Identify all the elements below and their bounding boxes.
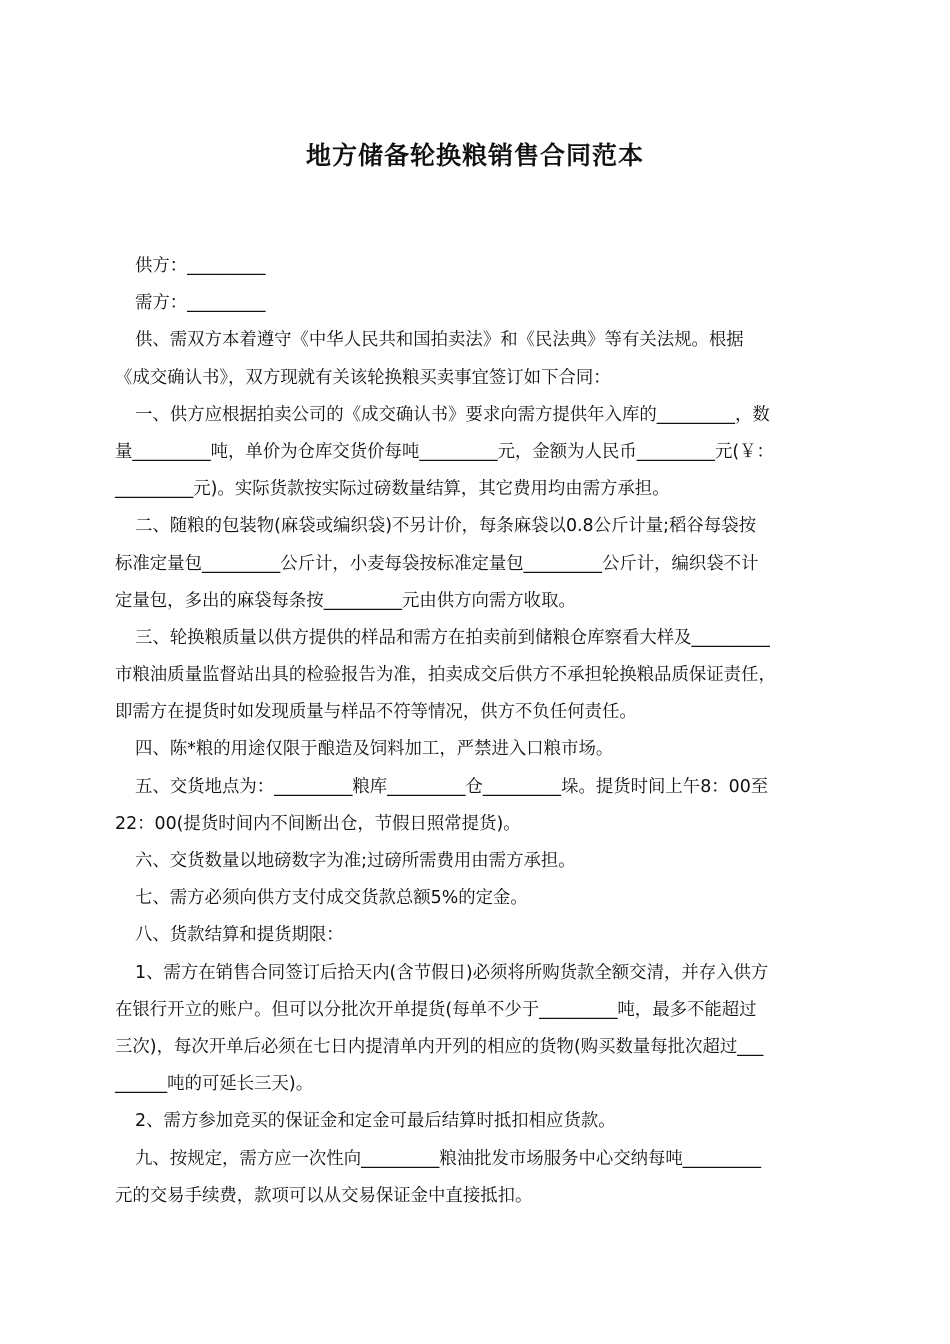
contract-line: 五、交货地点为：_________粮库_________仓_________垛。提货时间上午8：00至: [135, 776, 769, 797]
contract-line: 2、需方参加竞买的保证金和定金可最后结算时抵扣相应货款。: [135, 1111, 616, 1132]
contract-line: 定量包，多出的麻袋每条按_________元由供方向需方收取。: [115, 590, 576, 611]
contract-line: 在银行开立的账户。但可以分批次开单提货(每单不少于_________吨，最多不能超过: [115, 999, 757, 1020]
contract-line: 七、需方必须向供方支付成交货款总额5%的定金。: [135, 888, 528, 909]
contract-line: 即需方在提货时如发现质量与样品不符等情况，供方不负任何责任。: [115, 702, 637, 723]
contract-line: 22：00(提货时间内不间断出仓，节假日照常提货)。: [115, 813, 521, 834]
contract-line: 八、货款结算和提货期限：: [135, 925, 344, 946]
document-title: 地方储备轮换粮销售合同范本: [305, 141, 644, 170]
contract-line: 二、随粮的包装物(麻袋或编织袋)不另计价，每条麻袋以0.8公斤计量;稻谷每袋按: [135, 516, 756, 537]
contract-line: 四、陈*粮的用途仅限于酿造及饲料加工，严禁进入口粮市场。: [135, 739, 614, 760]
contract-line: 元的交易手续费，款项可以从交易保证金中直接抵扣。: [115, 1185, 533, 1206]
contract-line: _________元)。实际货款按实际过磅数量结算，其它费用均由需方承担。: [115, 479, 670, 500]
contract-line: 标准定量包_________公斤计，小麦每袋按标准定量包_________公斤计，编织袋不计: [115, 553, 759, 574]
contract-line: 一、供方应根据拍卖公司的《成交确认书》要求向需方提供年入库的_________，数: [135, 404, 770, 425]
contract-line: 《成交确认书》，双方现就有关该轮换粮买卖事宜签订如下合同：: [115, 367, 611, 388]
contract-line: 供方：_________: [135, 256, 266, 276]
contract-line: 需方：_________: [135, 293, 266, 314]
contract-line: 量_________吨，单价为仓库交货价每吨_________元，金额为人民币_________元(￥：: [115, 441, 774, 462]
contract-line: 供、需双方本着遵守《中华人民共和国拍卖法》和《民法典》等有关法规。根据: [135, 330, 744, 351]
contract-line: 六、交货数量以地磅数字为准;过磅所需费用由需方承担。: [135, 851, 576, 871]
contract-line: 1、需方在销售合同签订后拾天内(含节假日)必须将所购货款全额交清，并存入供方: [135, 962, 769, 983]
contract-line: ______吨的可延长三天)。: [115, 1074, 314, 1095]
contract-line: 九、按规定，需方应一次性向_________粮油批发市场服务中心交纳每吨_________: [135, 1148, 762, 1169]
contract-line: 三次)，每次开单后必须在七日内提清单内开列的相应的货物(购买数量每批次超过___: [115, 1036, 764, 1057]
contract-body: [115, 248, 837, 1215]
contract-line: 三、轮换粮质量以供方提供的样品和需方在拍卖前到储粮仓库察看大样及_________: [135, 627, 770, 648]
contract-line: 市粮油质量监督站出具的检验报告为准，拍卖成交后供方不承担轮换粮品质保证责任，: [115, 665, 776, 686]
